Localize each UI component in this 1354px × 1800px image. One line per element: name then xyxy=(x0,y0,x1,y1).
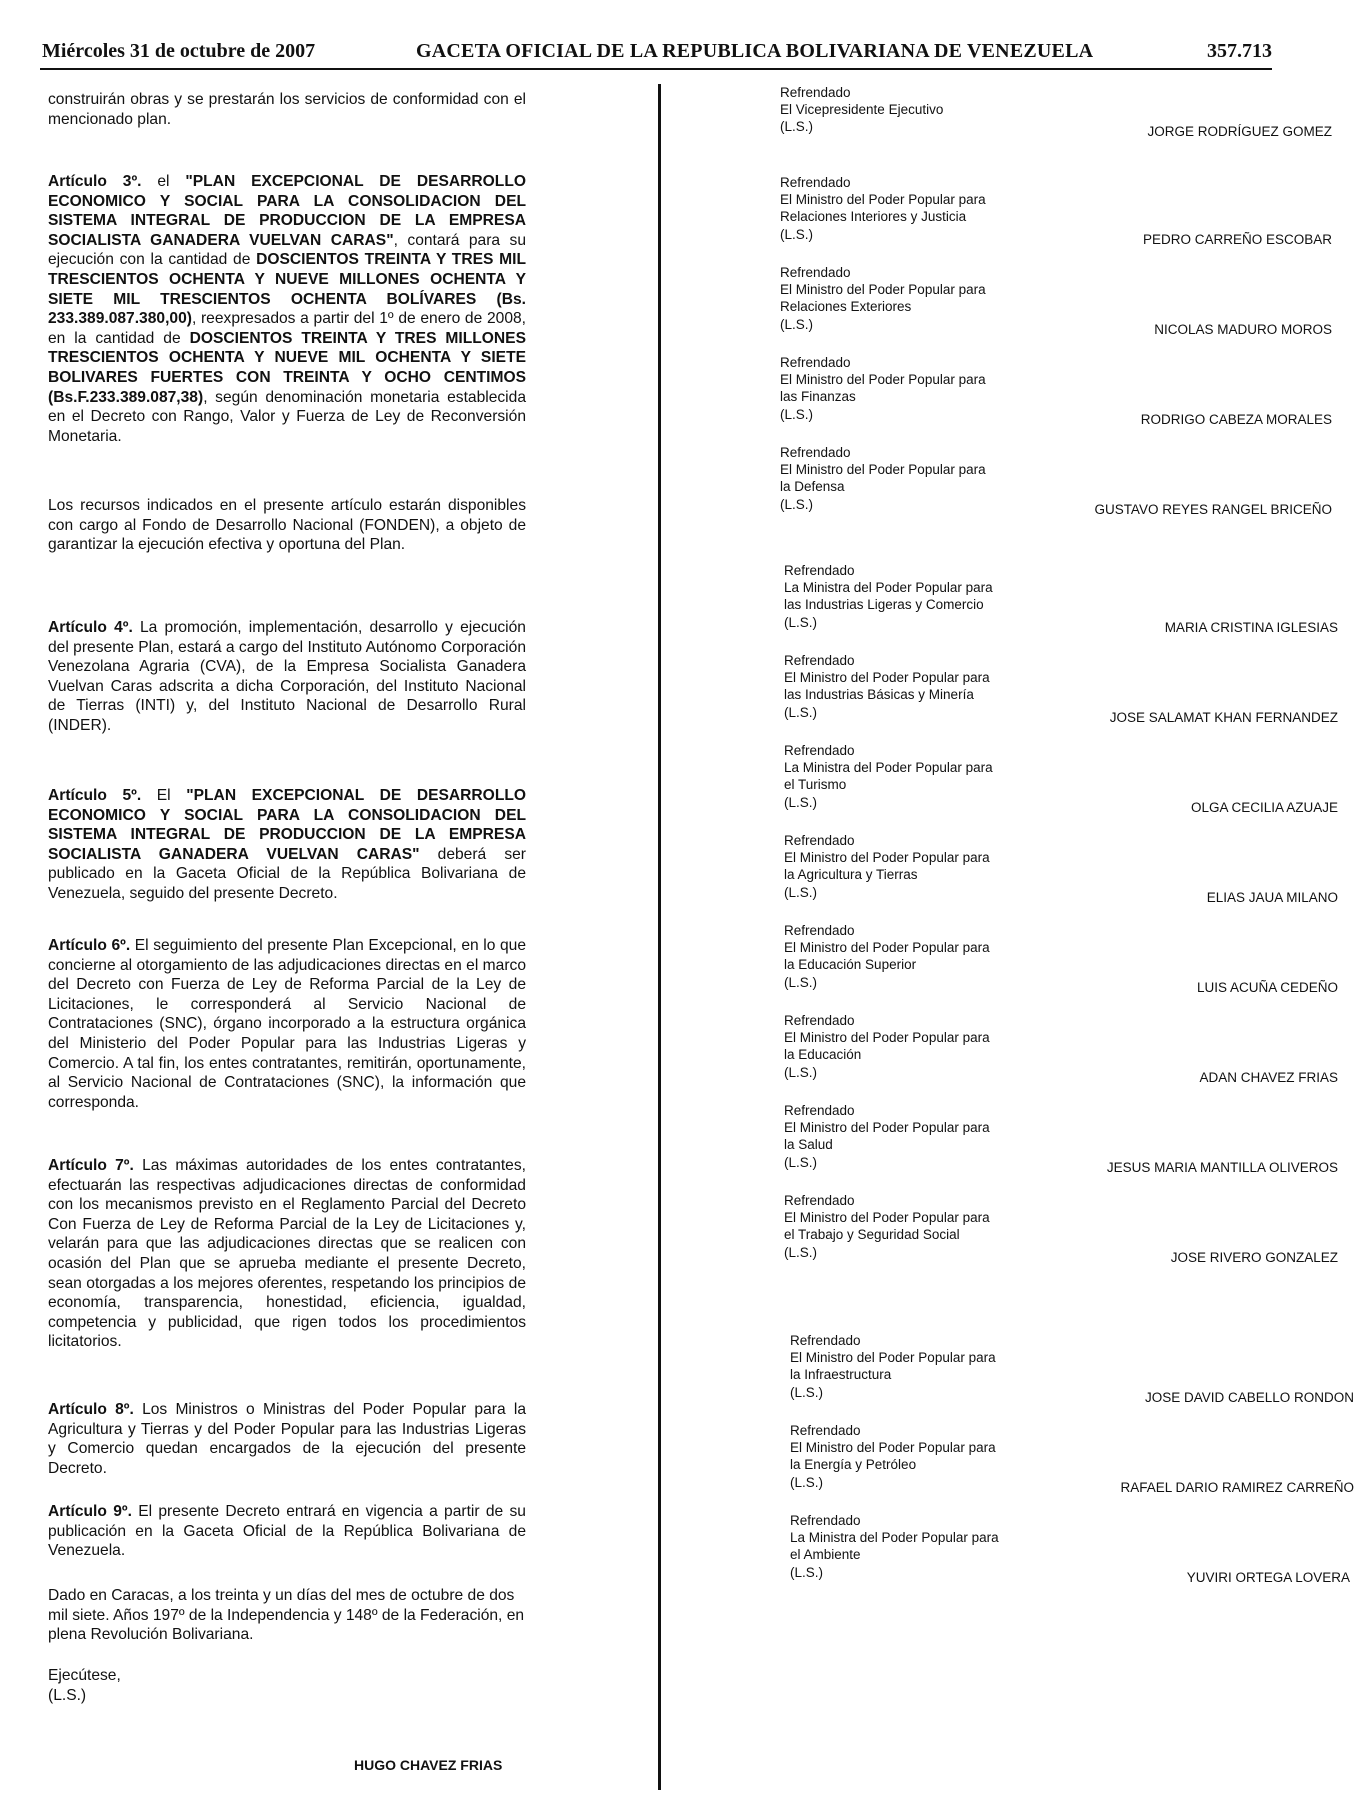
refrendo-label: Refrendado xyxy=(784,743,855,758)
refrendo-ls: (L.S.) xyxy=(780,226,814,242)
refrendo-office: El Ministro del Poder Popular para xyxy=(784,850,990,866)
refrendo-label: Refrendado xyxy=(780,265,851,280)
refrendo-ministry: el Ambiente xyxy=(790,1547,861,1563)
article-8-label: Artículo 8º. xyxy=(48,1401,134,1418)
refrendo-ls: (L.S.) xyxy=(784,884,818,900)
minister-name: JOSE SALAMAT KHAN FERNANDEZ xyxy=(1109,710,1338,725)
minister-name: JORGE RODRÍGUEZ GOMEZ xyxy=(1147,124,1332,139)
refrendo-block xyxy=(784,1192,1338,1265)
ls-mark: (L.S.) xyxy=(48,1687,87,1704)
article-5-text-a: El xyxy=(141,787,187,804)
refrendo-office: El Ministro del Poder Popular para xyxy=(784,940,990,956)
article-3-text-b: , contará para su ejecución con la cantidad de xyxy=(48,231,526,269)
refrendo-label: Refrendado xyxy=(780,355,851,370)
minister-name: JOSE DAVID CABELLO RONDON xyxy=(1144,1390,1354,1405)
dado-paragraph: Dado en Caracas, a los treinta y un días del mes de octubre de dos mil siete. Años 197º de la Independencia y 148º de la Federación, en plena Revolución Bolivariana. xyxy=(48,1587,525,1644)
refrendo-ministry: Relaciones Exteriores xyxy=(780,299,912,315)
refrendo-block xyxy=(784,832,1338,905)
minister-name: JESUS MARIA MANTILLA OLIVEROS xyxy=(1106,1160,1338,1175)
refrendo-ministry: la Defensa xyxy=(780,479,845,495)
refrendo-block xyxy=(790,1512,1350,1585)
refrendo-ministry: las Industrias Básicas y Minería xyxy=(784,687,974,703)
refrendo-label: Refrendado xyxy=(780,175,851,190)
refrendo-ministry: la Educación xyxy=(784,1047,862,1063)
refrendo-block xyxy=(784,652,1338,725)
refrendo-ls: (L.S.) xyxy=(780,496,814,512)
refrendo-ls: (L.S.) xyxy=(784,794,818,810)
header-title: GACETA OFICIAL DE LA REPUBLICA BOLIVARIANA DE VENEZUELA xyxy=(416,40,1094,62)
article-3 xyxy=(48,172,526,446)
refrendo-label: Refrendado xyxy=(784,833,855,848)
article-9-text: El presente Decreto entrará en vigencia a partir de su publicación en la Gaceta Oficial de la República Bolivariana de Venezuela. xyxy=(48,1503,526,1560)
refrendo-block xyxy=(780,84,1332,139)
article-5-label: Artículo 5º. xyxy=(48,787,142,804)
refrendo-ls: (L.S.) xyxy=(790,1474,824,1490)
refrendo-label: Refrendado xyxy=(784,1013,855,1028)
refrendo-office: La Ministra del Poder Popular para xyxy=(784,760,993,776)
article-3-label: Artículo 3º. xyxy=(48,173,142,190)
article-5-plan-name: "PLAN EXCEPCIONAL DE DESARROLLO ECONOMICO Y SOCIAL PARA LA CONSOLIDACION DEL SISTEMA INTEGRAL DE PRODUCCION DE LA EMPRESA SOCIALISTA GANADERA VUELVAN CARAS" xyxy=(48,787,526,863)
refrendo-block xyxy=(784,562,1338,635)
refrendo-office: El Ministro del Poder Popular para xyxy=(784,1120,990,1136)
minister-name: LUIS ACUÑA CEDEÑO xyxy=(1196,980,1338,995)
refrendo-label: Refrendado xyxy=(784,653,855,668)
refrendo-ministry: la Salud xyxy=(784,1137,833,1153)
refrendo-office: El Ministro del Poder Popular para xyxy=(780,192,986,208)
ejecutese-text: Ejecútese, xyxy=(48,1667,121,1684)
refrendo-label: Refrendado xyxy=(790,1513,861,1528)
refrendo-ls: (L.S.) xyxy=(790,1384,824,1400)
refrendo-ministry: la Energía y Petróleo xyxy=(790,1457,917,1473)
refrendo-ministry: la Infraestructura xyxy=(790,1367,892,1383)
article-7 xyxy=(48,1156,526,1352)
refrendo-label: Refrendado xyxy=(790,1423,861,1438)
refrendo-ls: (L.S.) xyxy=(784,1154,818,1170)
refrendo-label: Refrendado xyxy=(780,85,851,100)
refrendo-block xyxy=(780,264,1332,337)
article-6 xyxy=(48,936,526,1112)
column-divider xyxy=(658,84,661,1790)
article-3-amount-bsf: DOSCIENTOS TREINTA Y TRES MILLONES TRESCIENTOS OCHENTA Y NUEVE MIL OCHENTA Y SIETE BOLIVARES FUERTES CON TREINTA Y OCHO CENTIMOS (Bs.F.233.389.087,38) xyxy=(48,329,526,406)
refrendo-office: El Ministro del Poder Popular para xyxy=(790,1440,996,1456)
refrendo-block xyxy=(784,922,1338,995)
refrendo-office: El Ministro del Poder Popular para xyxy=(784,1210,990,1226)
article-9-label: Artículo 9º. xyxy=(48,1503,132,1520)
minister-name: ADAN CHAVEZ FRIAS xyxy=(1199,1070,1338,1085)
minister-name: JOSE RIVERO GONZALEZ xyxy=(1170,1250,1338,1265)
article-4-text: La promoción, implementación, desarrollo y ejecución del presente Plan, estará a cargo del Instituto Autónomo Corporación Venezolana Agraria (CVA), de la Empresa Socialista Ganadera Vuelvan Caras adscrita a dicha Corporación, del Instituto Nacional de Tierras (INTI) y, del Instituto Nacional de Desarrollo Rural (INDER). xyxy=(48,619,526,734)
refrendo-ls: (L.S.) xyxy=(790,1564,824,1580)
refrendo-office: El Ministro del Poder Popular para xyxy=(780,282,986,298)
refrendo-ministry: el Turismo xyxy=(784,777,847,793)
article-9 xyxy=(48,1502,526,1561)
refrendo-office: El Ministro del Poder Popular para xyxy=(780,462,986,478)
refrendo-office: La Ministra del Poder Popular para xyxy=(784,580,993,596)
refrendo-ministry: la Educación Superior xyxy=(784,957,917,973)
refrendo-ls: (L.S.) xyxy=(780,316,814,332)
article-3-resources: Los recursos indicados en el presente artículo estarán disponibles con cargo al Fondo de Desarrollo Nacional (FONDEN), a objeto de garantizar la ejecución efectiva y oportuna del Plan. xyxy=(48,497,526,554)
refrendo-ministry: las Finanzas xyxy=(780,389,856,405)
refrendo-ls: (L.S.) xyxy=(780,119,814,135)
refrendo-block xyxy=(784,742,1338,815)
article-4-label: Artículo 4º. xyxy=(48,619,133,636)
article-3-text-a: el xyxy=(141,173,186,190)
refrendo-ls: (L.S.) xyxy=(784,704,818,720)
refrendo-office: El Ministro del Poder Popular para xyxy=(780,372,986,388)
minister-name: MARIA CRISTINA IGLESIAS xyxy=(1164,620,1338,635)
refrendo-label: Refrendado xyxy=(784,1103,855,1118)
refrendo-label: Refrendado xyxy=(790,1333,861,1348)
refrendo-ls: (L.S.) xyxy=(784,614,818,630)
refrendo-block xyxy=(784,1102,1338,1175)
article-3-amount-bs: DOSCIENTOS TREINTA Y TRES MIL TRESCIENTOS OCHENTA Y NUEVE MILLONES OCHENTA Y SIETE MIL TRESCIENTOS OCHENTA BOLÍVARES (Bs. 233.389.087.380,00) xyxy=(48,251,526,328)
refrendo-label: Refrendado xyxy=(784,1193,855,1208)
refrendo-label: Refrendado xyxy=(784,563,855,578)
refrendo-office: El Ministro del Poder Popular para xyxy=(784,1030,990,1046)
refrendo-ministry: el Trabajo y Seguridad Social xyxy=(784,1227,960,1243)
refrendo-label: Refrendado xyxy=(780,445,851,460)
minister-name: RAFAEL DARIO RAMIREZ CARREÑO xyxy=(1120,1480,1354,1495)
article-3-plan-name: "PLAN EXCEPCIONAL DE DESARROLLO ECONOMICO Y SOCIAL PARA LA CONSOLIDACION DEL SISTEMA INTEGRAL DE PRODUCCION DE LA EMPRESA SOCIALISTA GANADERA VUELVAN CARAS" xyxy=(48,173,526,249)
article-6-text: El seguimiento del presente Plan Excepcional, en lo que concierne al otorgamiento de las adjudicaciones directas en el marco del Decreto con Fuerza de Ley de Reforma Parcial de la Ley de Licitaciones, le corresponderá al Servicio Nacional de Contrataciones (SNC), órgano incorporado a la estructura orgánica del Ministerio del Poder Popular para las Industrias Ligeras y Comercio. A tal fin, los entes contratantes, remitirán, oportunamente, al Servicio Nacional de Contrataciones (SNC), la información que corresponda. xyxy=(48,937,526,1111)
header-date: Miércoles 31 de octubre de 2007 xyxy=(42,40,316,62)
refrendo-block xyxy=(784,1012,1338,1085)
page-number: 357.713 xyxy=(1207,40,1272,62)
refrendo-ls: (L.S.) xyxy=(784,974,818,990)
minister-name: YUVIRI ORTEGA LOVERA xyxy=(1186,1570,1350,1585)
refrendo-block xyxy=(790,1422,1354,1495)
refrendo-block xyxy=(780,174,1332,247)
refrendo-block xyxy=(780,444,1332,517)
article-7-text: Las máximas autoridades de los entes contratantes, efectuarán las respectivas adjudicaciones directas de conformidad con los mecanismos previsto en el Reglamento Parcial del Decreto Con Fuerza de Ley de Reforma Parcial de la Ley de Licitaciones y, velarán para que las adjudicaciones directas que se realicen con ocasión del Plan que se aprueba mediante el presente Decreto, sean otorgadas a los mejores oferentes, respetando los principios de economía, transparencia, honestidad, eficiencia, igualdad, competencia y publicidad, que rigen todos los procedimientos licitatorios. xyxy=(48,1157,526,1351)
page-header xyxy=(40,36,1272,70)
refrendo-block xyxy=(790,1332,1354,1405)
refrendo-ministry: las Industrias Ligeras y Comercio xyxy=(784,597,984,613)
article-3-text-c: , reexpresados a partir del 1º de enero de 2008, en la cantidad de xyxy=(48,310,526,347)
refrendo-block xyxy=(780,354,1332,427)
minister-name: RODRIGO CABEZA MORALES xyxy=(1140,412,1332,427)
minister-name: PEDRO CARREÑO ESCOBAR xyxy=(1142,232,1332,247)
minister-name: ELIAS JAUA MILANO xyxy=(1206,890,1338,905)
refrendo-ministry: Relaciones Interiores y Justicia xyxy=(780,209,967,225)
refrendo-office: El Ministro del Poder Popular para xyxy=(790,1350,996,1366)
minister-name: NICOLAS MADURO MOROS xyxy=(1154,322,1332,337)
refrendo-ls: (L.S.) xyxy=(784,1064,818,1080)
minister-name: GUSTAVO REYES RANGEL BRICEÑO xyxy=(1094,502,1332,517)
article-7-label: Artículo 7º. xyxy=(48,1157,134,1174)
refrendo-ministry: la Agricultura y Tierras xyxy=(784,867,918,883)
article-5-text-b: deberá ser publicado en la Gaceta Oficial de la República Bolivariana de Venezuela, seguido del presente Decreto. xyxy=(48,845,526,902)
refrendo-office: La Ministra del Poder Popular para xyxy=(790,1530,999,1546)
minister-name: OLGA CECILIA AZUAJE xyxy=(1190,800,1338,815)
article-6-label: Artículo 6º. xyxy=(48,937,131,954)
article-5 xyxy=(48,786,526,904)
refrendo-office: El Vicepresidente Ejecutivo xyxy=(780,102,944,118)
article-4 xyxy=(48,618,526,736)
article-3-text-d: , según denominación monetaria establecida en el Decreto con Rango, Valor y Fuerza de Ley de Reconversión Monetaria. xyxy=(48,388,526,445)
intro-paragraph: construirán obras y se prestarán los servicios de conformidad con el mencionado plan. xyxy=(48,91,526,128)
refrendo-label: Refrendado xyxy=(784,923,855,938)
president-signature: HUGO CHAVEZ FRIAS xyxy=(354,1757,503,1773)
article-8-text: Los Ministros o Ministras del Poder Popular para la Agricultura y Tierras y del Poder Popular para las Industrias Ligeras y Comercio quedan encargados de la ejecución del presente Decreto. xyxy=(48,1401,526,1477)
refrendo-office: El Ministro del Poder Popular para xyxy=(784,670,990,686)
refrendo-ls: (L.S.) xyxy=(784,1244,818,1260)
article-8 xyxy=(48,1400,526,1478)
refrendo-ls: (L.S.) xyxy=(780,406,814,422)
